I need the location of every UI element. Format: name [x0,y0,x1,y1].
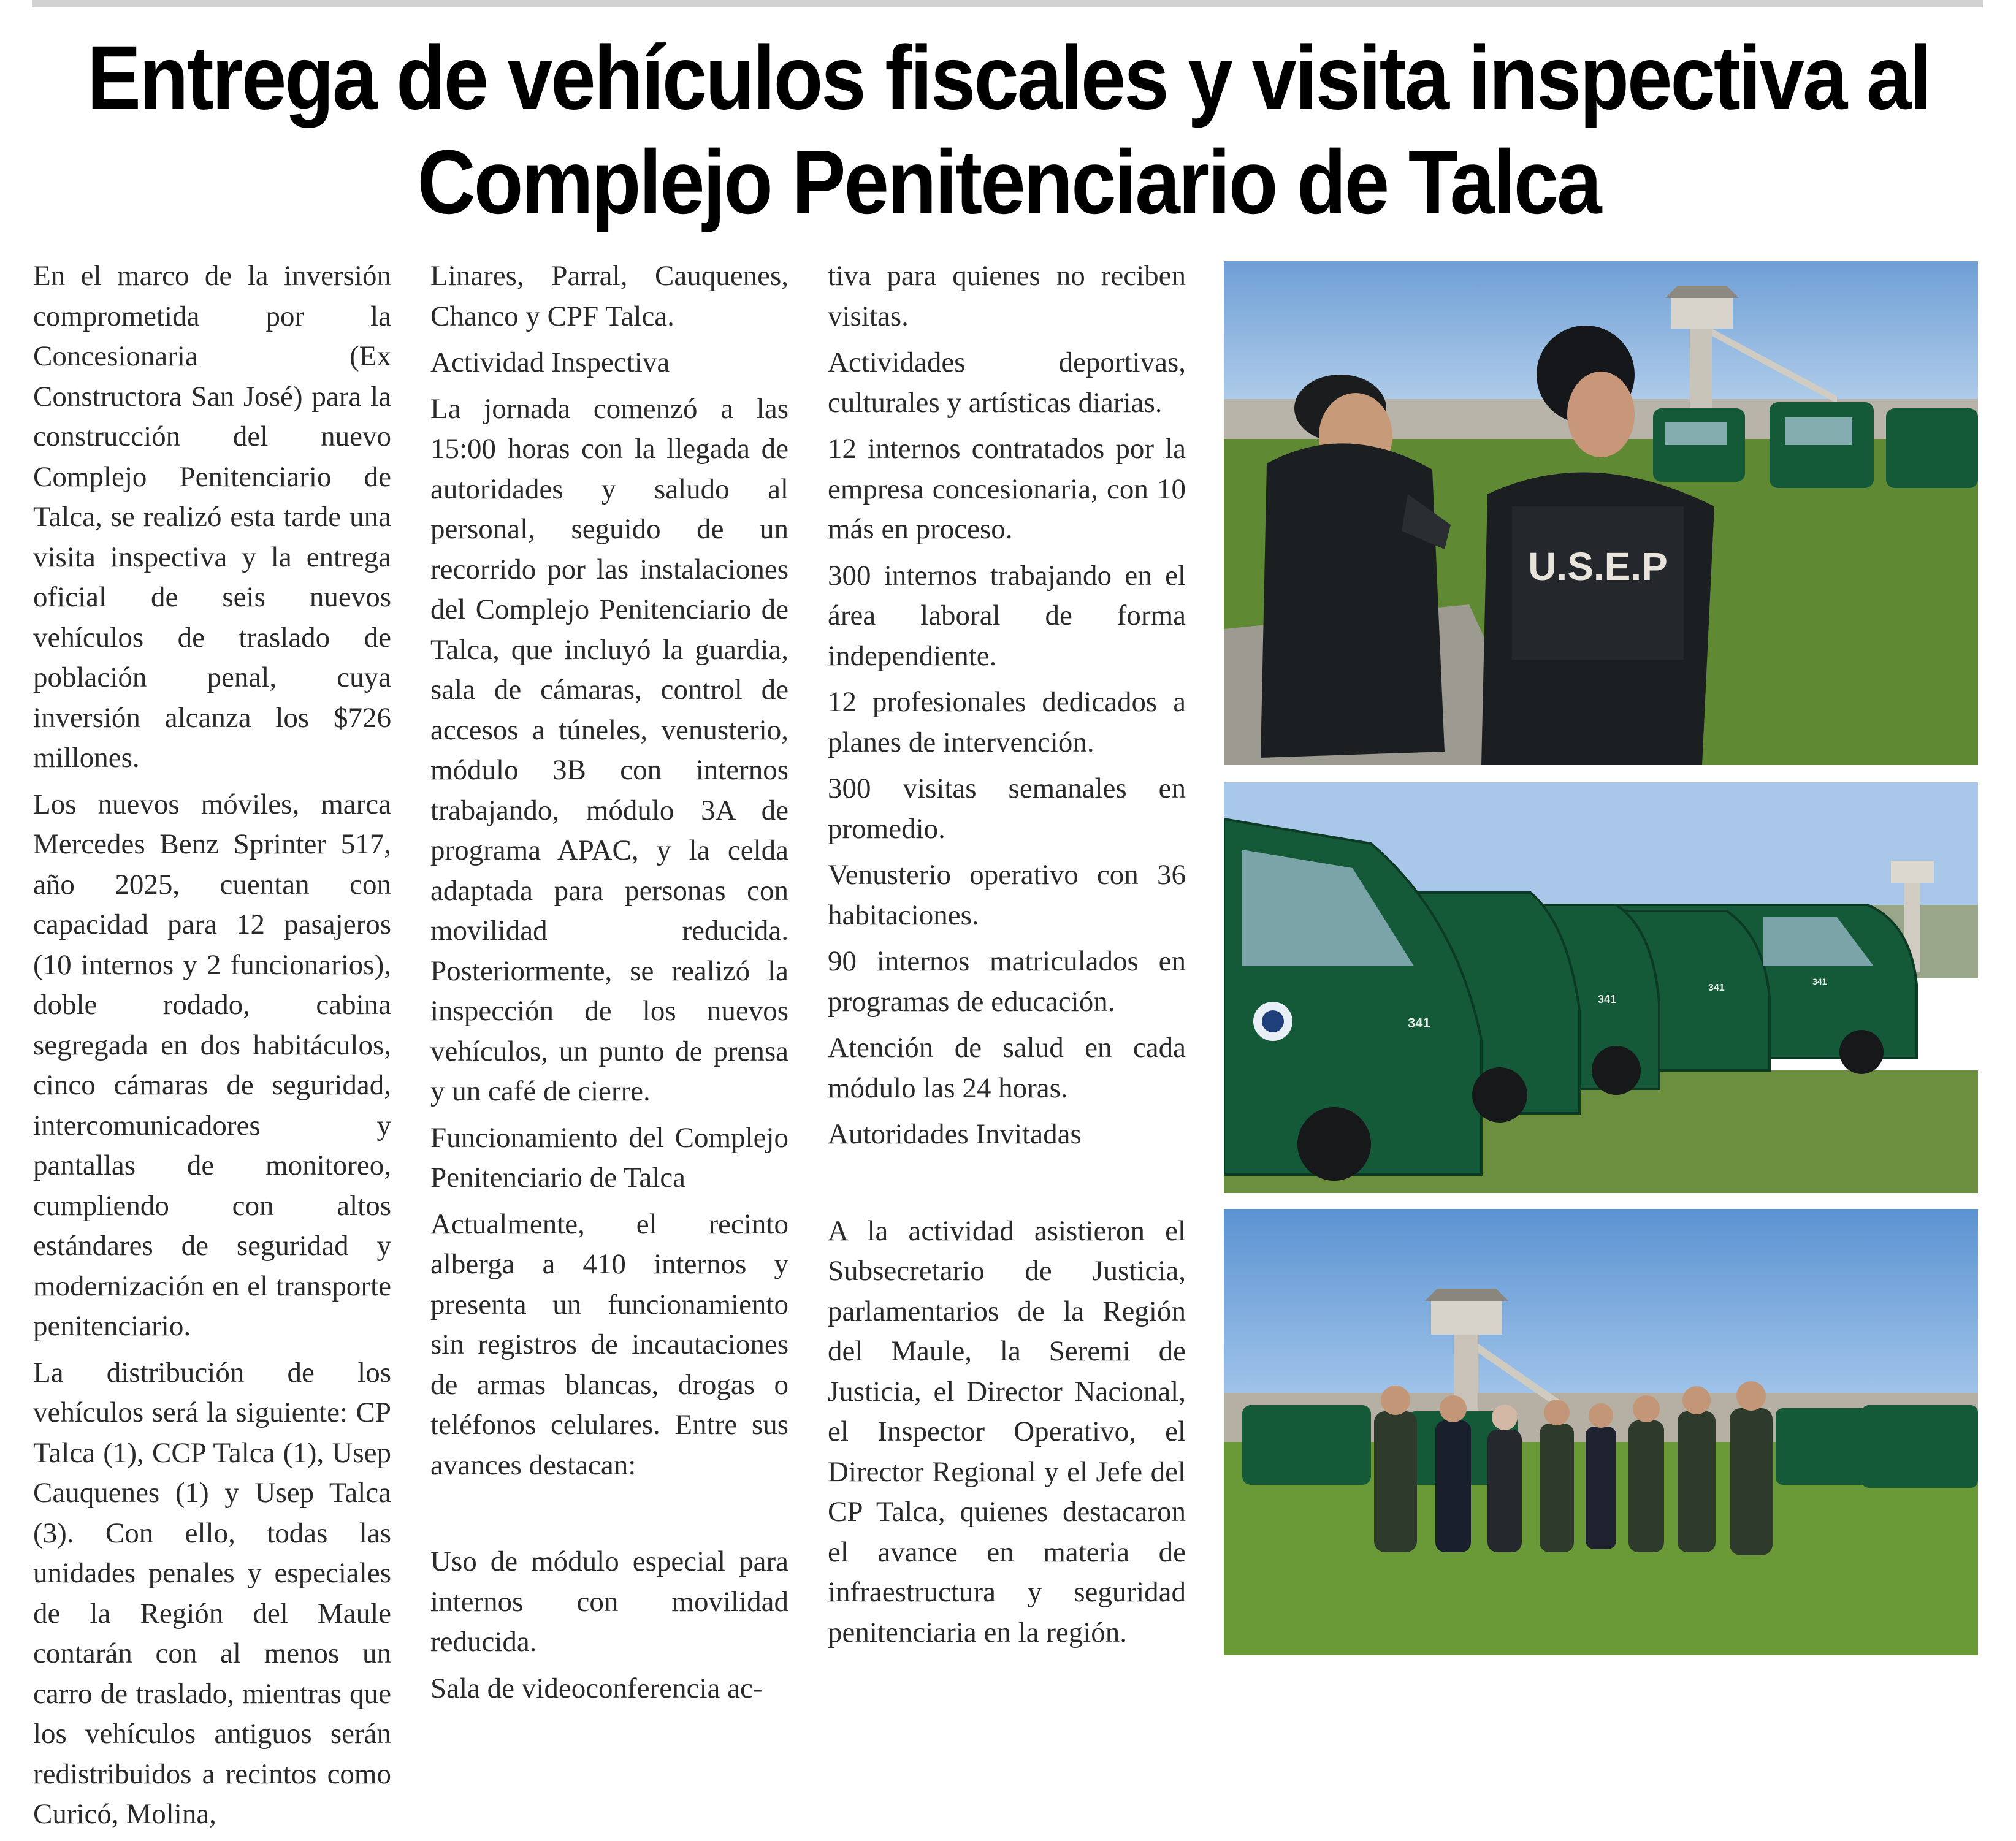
vehicle-number: 341 [1812,977,1827,986]
section-heading-authorities: Autoridades Invitadas [828,1118,1082,1150]
list-item: 90 internos matriculados en programas de educación. [828,945,1186,1018]
text-column-3 [828,256,1186,1659]
list-item: 12 internos contratados por la empresa concesionaria, con 10 más en proceso. [828,433,1186,545]
list-item: 300 internos trabajando en el área laboral de forma independiente. [828,559,1186,672]
distribution-continued: Linares, Parral, Cauquenes, Chanco y CPF Talca. [430,260,788,332]
vehicle-number: 341 [1598,993,1617,1005]
text-column-2 [430,256,788,1715]
headline-line-2: Complejo Penitenciario de Talca [417,131,1600,233]
list-item: Uso de módulo especial para internos con movilidad reducida. [430,1546,788,1658]
photo-vans-row [1224,782,1978,1193]
text-column-1 [33,256,391,1841]
vest-label: U.S.E.P [1528,544,1668,589]
vehicle-number: 341 [1708,983,1725,993]
headline-line-1: Entrega de vehículos fiscales y visita inspectiva al [86,27,1931,128]
vehicles-paragraph: Los nuevos móviles, marca Mercedes Benz Sprinter 517, año 2025, cuentan con capacidad para 12 pasajeros (10 internos y 2 funcionarios), doble rodado, cabina segregada en dos habitáculos, cinco cámaras de seguridad, intercomunicadores y pantallas de monitoreo, cumpliendo con altos estándares de seguridad y modernización en el transporte penitenciario. [33,788,391,1342]
vehicle-number: 341 [1408,1015,1430,1031]
authorities-paragraph: A la actividad asistieron el Subsecretario de Justicia, parlamentarios de la Región del Maule, la Seremi de Justicia, el Director Nacional, el Inspector Operativo, el Director Regional y el Jefe del CP Talca, quienes destacaron el avance en materia de infraestructura y seguridad penitenciaria en la región. [828,1214,1186,1649]
section-heading-operation: Funcionamiento del Complejo Penitenciario de Talca [430,1121,788,1194]
distribution-paragraph: La distribución de los vehículos será la siguiente: CP Talca (1), CCP Talca (1), Usep Cauquenes (1) y Usep Talca (3). Con ello, todas las unidades penales y especiales de la Región del Maule contarán con al menos un carro de traslado, mientras que los vehículos antiguos serán redistribuidos a recintos como Curicó, Molina, [33,1356,391,1830]
inspection-paragraph: La jornada comenzó a las 15:00 horas con la llegada de autoridades y saludo al personal, seguido de un recorrido por las instalaciones del Complejo Penitenciario de Talca, que incluyó la guardia, sala de cámaras, control de accesos a túneles, venusterio, módulo 3B con internos trabajando, módulo 3A de programa APAC, y la celda adaptada para personas con movilidad reducida. Posteriormente, se realizó la inspección de los nuevos vehículos, un punto de prensa y un café de cierre. [430,392,788,1107]
top-rule [32,0,1983,7]
list-item: 300 visitas semanales en promedio. [828,772,1186,845]
photo-authorities-group [1224,1209,1978,1655]
list-item: Atención de salud en cada módulo las 24 horas. [828,1032,1186,1104]
list-item: Venusterio operativo con 36 habitaciones. [828,859,1186,931]
list-item: Actividades deportivas, culturales y artísticas diarias. [828,346,1186,419]
list-item: tiva para quienes no reciben visitas. [828,260,1186,332]
list-item: Sala de videoconferencia ac- [430,1672,763,1704]
headline [37,26,1980,234]
section-heading-inspection: Actividad Inspectiva [430,346,670,378]
list-item: 12 profesionales dedicados a planes de intervención. [828,686,1186,758]
intro-paragraph: En el marco de la inversión comprometida por la Concesionaria (Ex Constructora San José) para la construcción del nuevo Complejo Penitenciario de Talca, se realizó esta tarde una visita inspectiva y la entrega oficial de seis nuevos vehículos de traslado de población penal, cuya inversión alcanza los $726 millones. [33,260,391,774]
operation-paragraph: Actualmente, el recinto alberga a 410 internos y presenta un funcionamiento sin registros de incautaciones de armas blancas, drogas o teléfonos celulares. Entre sus avances destacan: [430,1208,788,1481]
photo-officers [1224,261,1978,765]
